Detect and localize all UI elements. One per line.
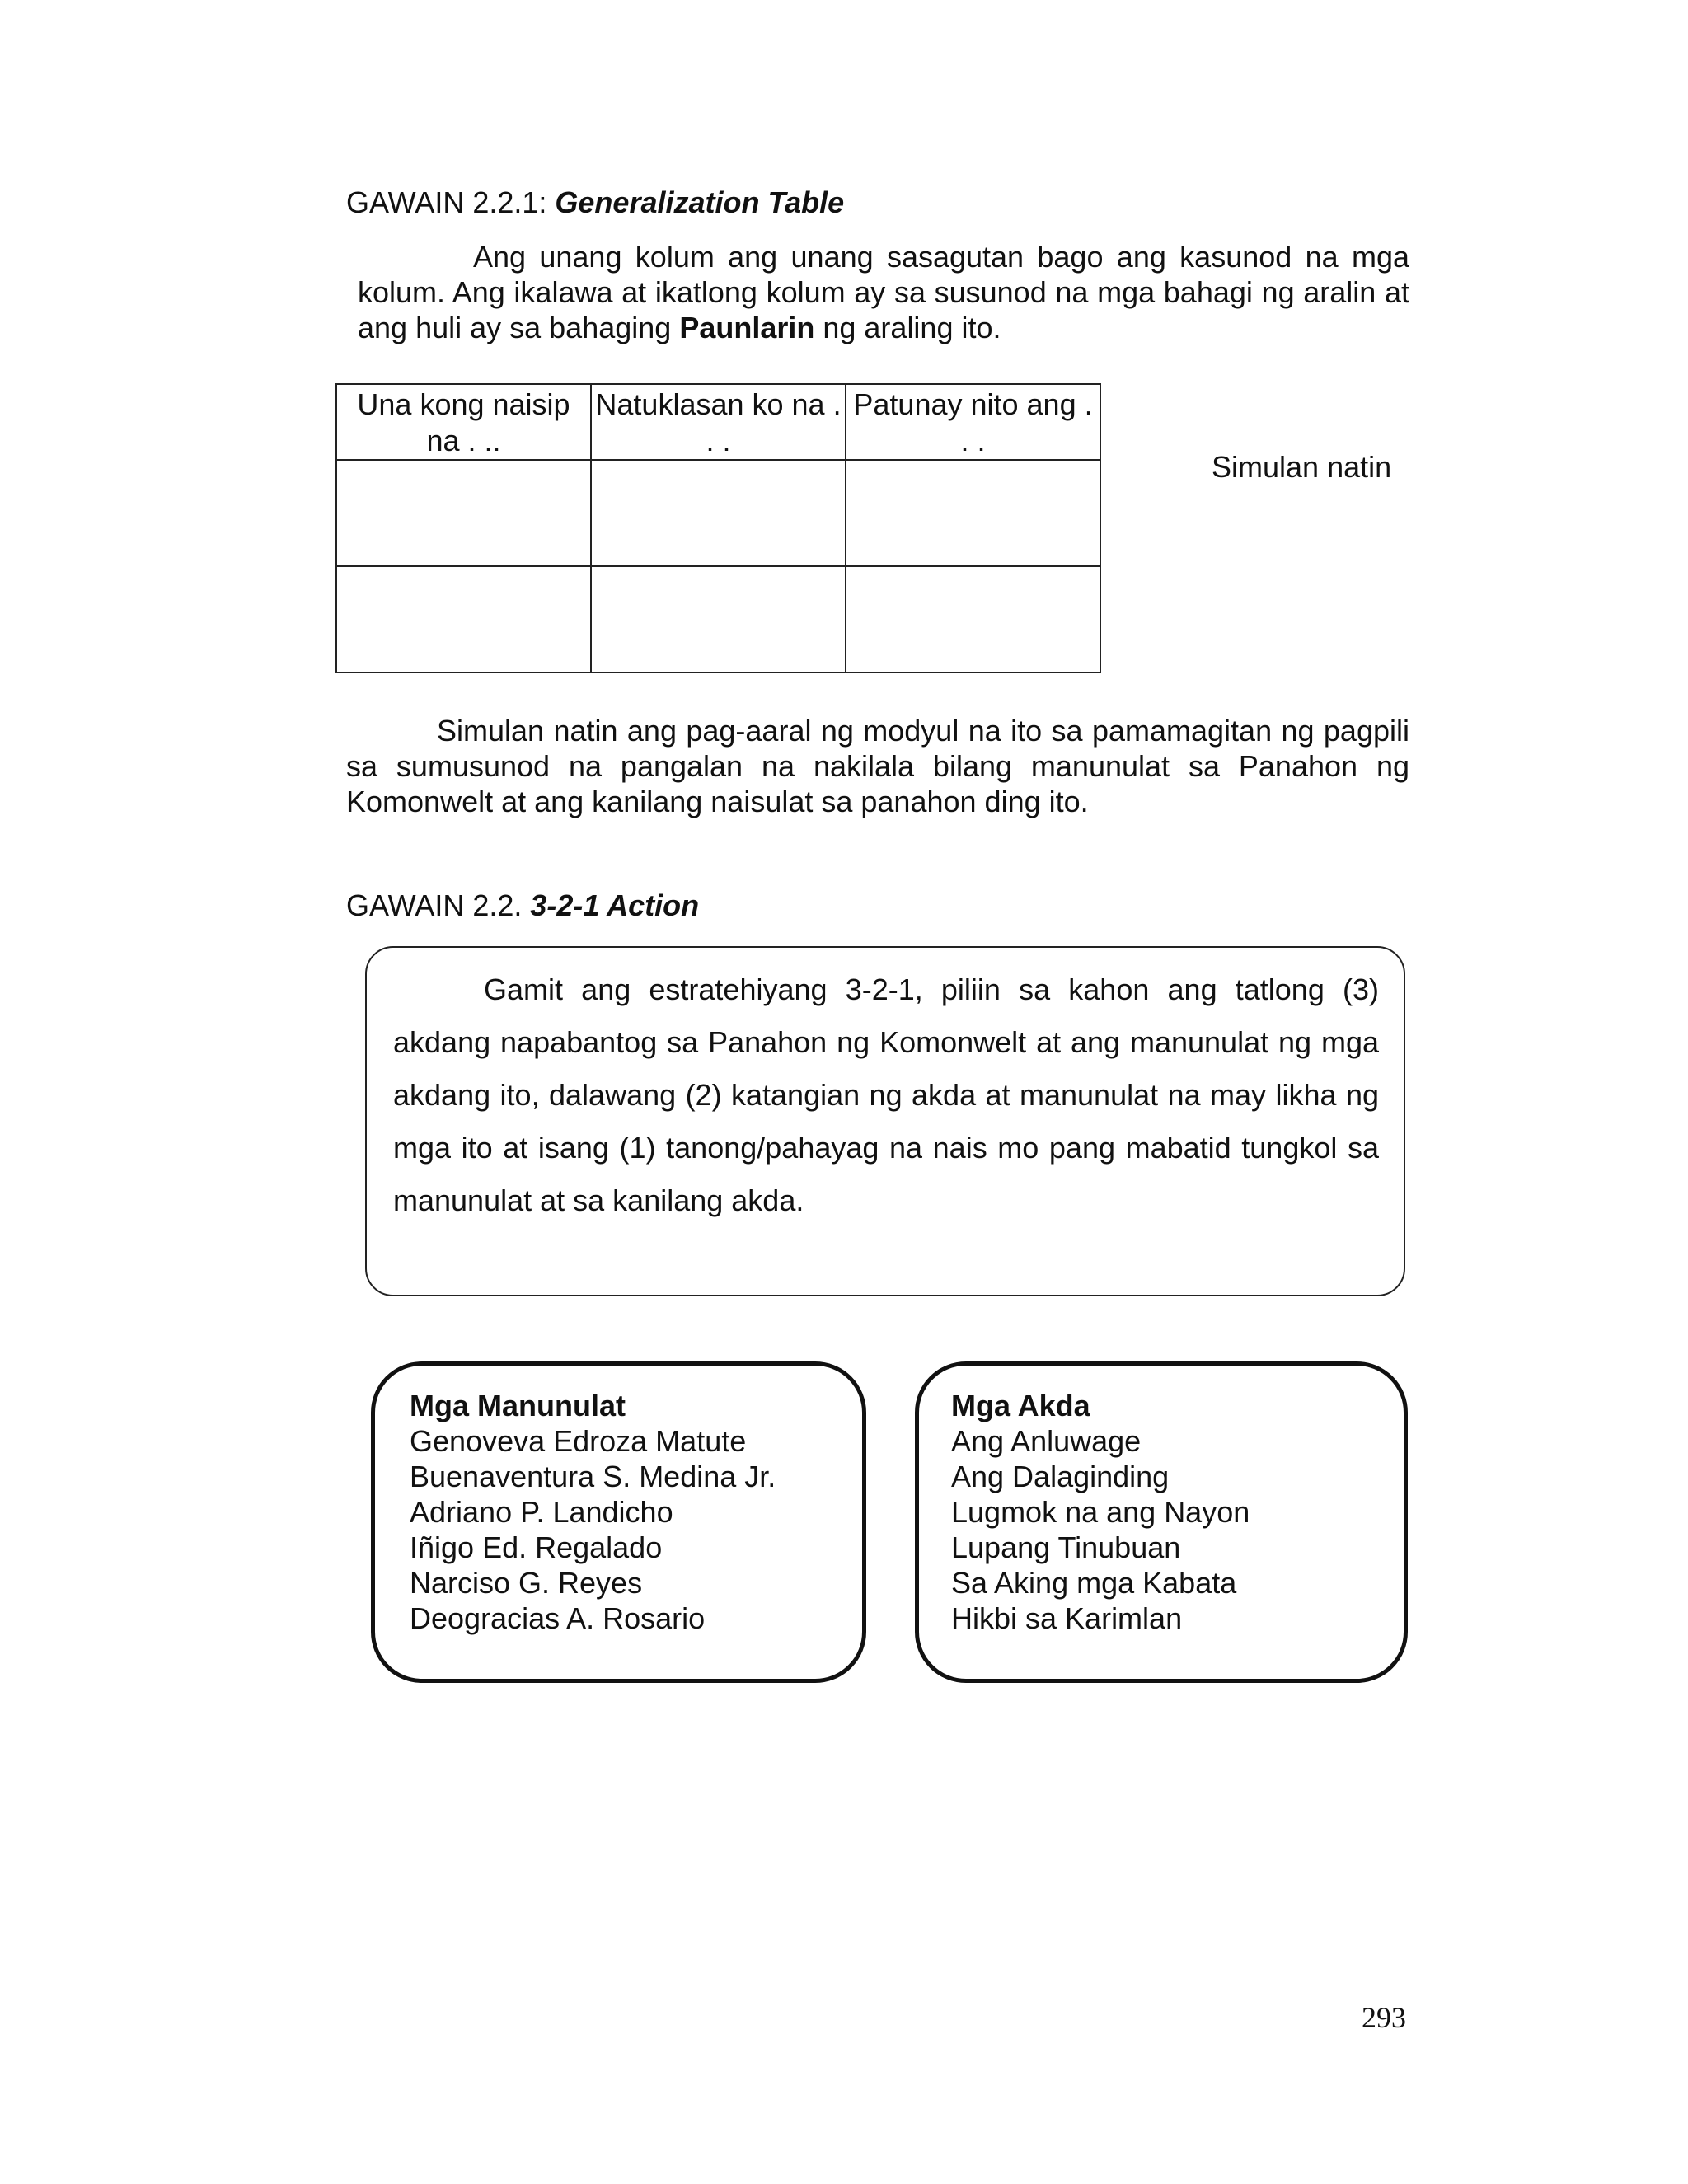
- gawain-2-2-label: GAWAIN 2.2.: [346, 888, 531, 922]
- list-item: Adriano P. Landicho: [410, 1495, 673, 1529]
- instructions-box-text: [393, 963, 1379, 1227]
- table-cell[interactable]: [591, 566, 846, 673]
- table-cell[interactable]: [846, 566, 1100, 673]
- gawain-2-2-heading: [346, 888, 699, 924]
- list-item: Sa Aking mga Kabata: [951, 1566, 1237, 1600]
- table-cell[interactable]: [336, 460, 591, 566]
- gawain-2-2-1-heading: [346, 185, 844, 221]
- table-cell[interactable]: [591, 460, 846, 566]
- gawain-2-2-1-title: Generalization Table: [555, 185, 845, 219]
- list-item: Iñigo Ed. Regalado: [410, 1530, 663, 1564]
- instructions-bold-term: Paunlarin: [679, 311, 815, 344]
- generalization-table: [335, 383, 1101, 673]
- list-item: Genoveva Edroza Matute: [410, 1424, 747, 1458]
- list-item: Buenaventura S. Medina Jr.: [410, 1460, 776, 1493]
- instructions-text-2: ng araling ito.: [814, 311, 1001, 344]
- action-instructions: Gamit ang estratehiyang 3-2-1, piliin sa kahon ang tatlong (3) akdang napabantog sa Panahon ng Komonwelt at ang manunulat ng mga akdang ito, dalawang (2) katangian ng akda at manunulat na may likha ng mga ito at isang (1) tanong/pahayag na nais mo pang mabatid tungkol sa manunulat at sa kanilang akda.: [393, 972, 1379, 1217]
- intro-paragraph-text: Simulan natin ang pag-aaral ng modyul na ito sa pamamagitan ng pagpili sa sumusunod na pangalan na nakilala bilang manunulat sa Panahon ng Komonwelt at ang kanilang naisulat sa panahon ding ito.: [346, 714, 1409, 818]
- table-header-cell: Natuklasan ko na . . .: [591, 384, 846, 460]
- list-item: Narciso G. Reyes: [410, 1566, 643, 1600]
- table-row: [336, 566, 1100, 673]
- table-cell[interactable]: [336, 566, 591, 673]
- page-number: 293: [1362, 2001, 1406, 2034]
- table-row: [336, 460, 1100, 566]
- list-item: Lupang Tinubuan: [951, 1530, 1181, 1564]
- table-header-cell: Una kong naisip na . ..: [336, 384, 591, 460]
- akda-list: [951, 1388, 1250, 1636]
- side-note: Simulan natin: [1212, 450, 1392, 484]
- table-header-row: [336, 384, 1100, 460]
- list-item: Lugmok na ang Nayon: [951, 1495, 1250, 1529]
- list-item: Hikbi sa Karimlan: [951, 1601, 1183, 1635]
- manunulat-title: Mga Manunulat: [410, 1389, 626, 1422]
- gawain-2-2-title: 3-2-1 Action: [530, 888, 700, 922]
- manunulat-list: [410, 1388, 776, 1636]
- instructions-text-1: Ang unang kolum ang unang sasagutan bago ang kasunod na mga kolum. Ang ikalawa at ikatlong kolum ay sa susunod na mga bahagi ng aralin at ang huli ay sa bahaging: [358, 240, 1409, 344]
- table-cell[interactable]: [846, 460, 1100, 566]
- list-item: Ang Dalaginding: [951, 1460, 1170, 1493]
- intro-paragraph: [346, 713, 1409, 819]
- generalization-instructions: [358, 239, 1409, 345]
- table-header-cell: Patunay nito ang . . .: [846, 384, 1100, 460]
- akda-title: Mga Akda: [951, 1389, 1090, 1422]
- list-item: Deogracias A. Rosario: [410, 1601, 706, 1635]
- list-item: Ang Anluwage: [951, 1424, 1142, 1458]
- gawain-2-2-1-label: GAWAIN 2.2.1:: [346, 185, 556, 219]
